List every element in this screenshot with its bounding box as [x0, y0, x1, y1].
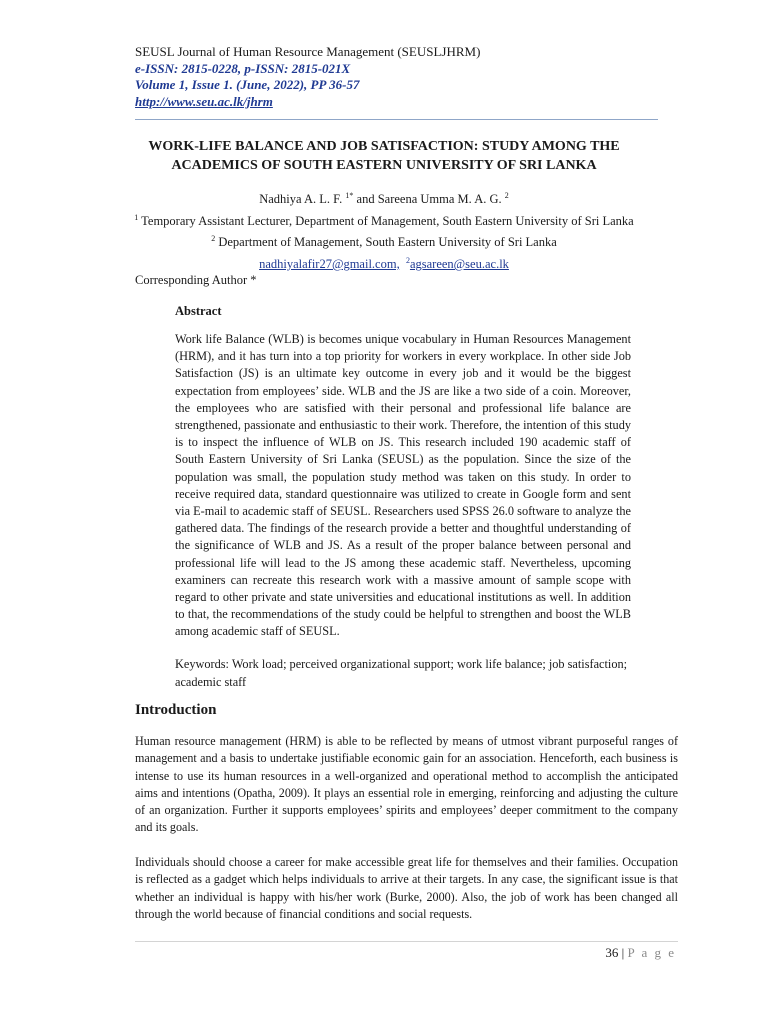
affiliation-1 — [120, 209, 648, 231]
page-number: 36 — [605, 945, 619, 960]
journal-url-link[interactable]: http://www.seu.ac.lk/jhrm — [135, 93, 273, 109]
email-2-superscript: 2 — [405, 255, 410, 265]
title-line-1: WORK-LIFE BALANCE AND JOB SATISFACTION: STUDY AMONG THE — [148, 139, 620, 154]
corresponding-author-note: Corresponding Author * — [135, 273, 257, 287]
affiliation-1-superscript: 1 — [134, 212, 139, 222]
affiliation-1-text: Temporary Assistant Lecturer, Department of Management, South Eastern University of Sri Lanka — [138, 213, 634, 228]
title-line-2: ACADEMICS OF SOUTH EASTERN UNIVERSITY OF SRI LANKA — [171, 158, 597, 173]
introduction-paragraph-2: Individuals should choose a career for make accessible great life for themselves and their families. Occupation is reflected as a gadget which helps individuals to arrive at their targets. In any case, the significant issue is that whether an individual is happy with his/her work (Burke, 2000). Also, the job of work has been changed all through the world because of financial conditions and social requests. — [135, 855, 678, 921]
header-divider — [135, 119, 658, 120]
page-separator: | — [618, 945, 628, 960]
abstract-heading: Abstract — [175, 304, 222, 318]
affiliation-2 — [120, 230, 648, 252]
email-link-1[interactable]: nadhiyalafir27@gmail.com, — [259, 257, 400, 272]
introduction-heading: Introduction — [135, 702, 217, 718]
introduction-paragraph-1: Human resource management (HRM) is able to be reflected by means of utmost vibrant purposeful ranges of management and a basis to undertake justifiable economic gain for an association. Henceforth, each business is intense to use its human resources in a well-organized and operational method to accomplish the anticipated aims and intentions (Opatha, 2009). It plays an essential role in emerging, reinforcing and adjusting the culture of an organization. Further it supports employees’ spirits and employees’ deeper commitment to the company and its goals. — [135, 734, 678, 835]
page-footer — [605, 945, 676, 961]
author-emails — [120, 252, 648, 274]
author-2: and Sareena Umma M. A. G. — [356, 192, 502, 207]
author-block — [120, 187, 648, 274]
journal-volume: Volume 1, Issue 1. (June, 2022), PP 36-57 — [135, 77, 360, 92]
journal-header — [135, 44, 480, 110]
author-1: Nadhiya A. L. F. — [259, 192, 343, 207]
author-2-superscript: 2 — [504, 191, 509, 200]
email-link-2[interactable]: agsareen@seu.ac.lk — [409, 257, 509, 272]
journal-issn: e-ISSN: 2815-0228, p-ISSN: 2815-021X — [135, 60, 351, 76]
keywords: Keywords: Work load; perceived organizational support; work life balance; job satisfaction; academic staff — [175, 657, 628, 689]
author-1-superscript: 1* — [345, 191, 354, 200]
author-names — [120, 187, 648, 209]
paper-title — [120, 137, 648, 175]
affiliation-2-text: Department of Management, South Eastern University of Sri Lanka — [215, 235, 557, 250]
affiliation-2-superscript: 2 — [211, 234, 216, 244]
footer-divider — [135, 941, 678, 942]
page-label: P a g e — [627, 945, 676, 960]
journal-name: SEUSL Journal of Human Resource Management (SEUSLJHRM) — [135, 44, 481, 59]
abstract-text: Work life Balance (WLB) is becomes unique vocabulary in Human Resources Management (HRM), and it has turn into a top priority for workers in every workplace. In other side Job Satisfaction (JS) is an ultimate key outcome in every job and it would be the biggest expectation from employees’ side. WLB and the JS are like a two side of a coin. Moreover, the employees who are satisfied with their personal and professional life balance are strengthened, passionate and enthusiastic to their work. Therefore, the intention of this study is to inspect the influence of WLB on JS. This research included 190 academic staff of South Eastern University of Sri Lanka (SEUSL) as the population. Since the size of the population was small, the population study method was taken on this study. In order to receive required data, standard questionnaire was utilized to create in Google form and sent via E-mail to academic staff of SEUSL. Researchers used SPSS 26.0 software to analyze the gathered data. The findings of the research provide a better and thoughtful understanding of the significance of WLB and JS. As a result of the proper balance between personal and professional life will lead to the JS among these academic staff. Nevertheless, upcoming examiners can recreate this research work with a massive amount of sample scope with regard to other private and state universities and educational institutions as well. In addition to that, the recommendations of the study could be helpful to strengthen and boost the WLB among academic staff of SEUSL. — [175, 332, 631, 639]
